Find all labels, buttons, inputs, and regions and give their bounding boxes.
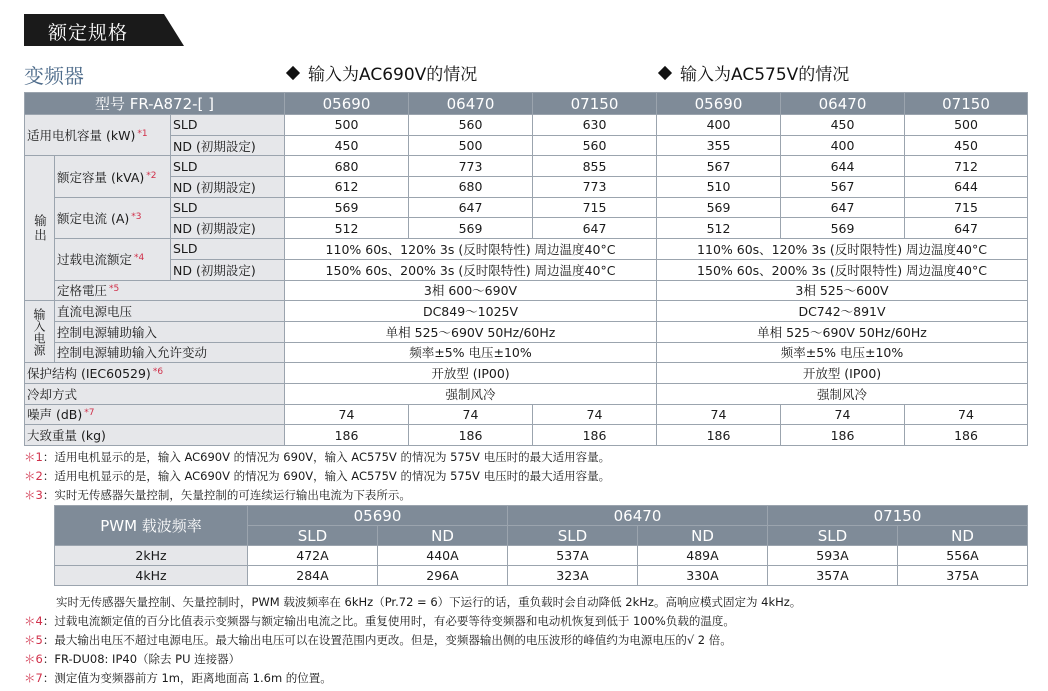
rated-current-label: 额定电流 (A) $^{*3}$ <box>55 197 171 238</box>
table-cell: 569 <box>285 197 409 218</box>
model-header: 05690 <box>248 506 508 526</box>
table-cell: 680 <box>285 156 409 177</box>
table-cell: 489A <box>638 546 768 566</box>
table-cell: 频率±5% 电压±10% <box>657 342 1028 363</box>
cooling-label: 冷却方式 <box>25 383 285 404</box>
table-cell: 569 <box>409 218 533 239</box>
table-row <box>55 546 1028 566</box>
table-cell: 647 <box>905 218 1028 239</box>
footnote-mark: *7 <box>84 408 95 419</box>
table-cell: 569 <box>657 197 781 218</box>
table-cell: 569 <box>781 218 905 239</box>
pwm-label: PWM 载波频率 <box>55 506 248 546</box>
footnote-text: ：FR-DU08: IP40（除去 PU 连接器） <box>42 652 241 666</box>
table-cell: 186 <box>285 425 409 446</box>
table-cell: 74 <box>781 404 905 425</box>
table-cell: 开放型 (IP00) <box>657 363 1028 384</box>
dc-voltage-label: 直流电源电压 <box>55 301 285 322</box>
model-header: 06470 <box>508 506 768 526</box>
table-cell: 强制风冷 <box>285 383 657 404</box>
model-header: 05690 <box>285 93 409 115</box>
footnote-mark: ＊6 <box>24 652 43 666</box>
footnote-text: ：实时无传感器矢量控制，矢量控制的可连续运行输出电流为下表所示。 <box>42 488 411 502</box>
table-cell: 440A <box>378 546 508 566</box>
overload-label: 过载电流额定 $^{*4}$ <box>55 239 171 280</box>
footnote-mark: ＊7 <box>24 671 43 685</box>
subtitle: 变频器 <box>24 64 84 88</box>
table-cell: 单相 525～690V 50Hz/60Hz <box>285 321 657 342</box>
ctrl-aux-var-label: 控制电源辅助输入允许变动 <box>55 342 285 363</box>
table-cell: 593A <box>768 546 898 566</box>
footnote-text: ：适用电机显示的是，输入 AC690V 的情况为 690V，输入 AC575V 的情况为 575V 电压时的最大适用容量。 <box>42 469 611 483</box>
table-cell: 74 <box>285 404 409 425</box>
footnote <box>24 670 332 686</box>
section-banner <box>24 14 184 46</box>
footnote-text: ：适用电机显示的是，输入 AC690V 的情况为 690V，输入 AC575V 的情况为 575V 电压时的最大适用容量。 <box>42 450 611 464</box>
table-row <box>55 566 1028 586</box>
footnote <box>24 468 610 484</box>
protection-label: 保护结构 (IEC60529) $^{*6}$ <box>25 363 285 384</box>
sld-label: SLD <box>171 197 285 218</box>
weight-label: 大致重量 (kg) <box>25 425 285 446</box>
sld-label: SLD <box>171 156 285 177</box>
table-cell: 560 <box>409 115 533 136</box>
table-cell: 355 <box>657 135 781 156</box>
duty-header: ND <box>898 526 1028 546</box>
table-cell: 3相 600～690V <box>285 280 657 301</box>
nd-label: ND (初期設定) <box>171 218 285 239</box>
table-cell: 512 <box>657 218 781 239</box>
table-cell: 773 <box>409 156 533 177</box>
footnote <box>24 613 735 629</box>
table-cell: 150% 60s、200% 3s (反时限特性) 周边温度40°C <box>657 259 1028 280</box>
footnote <box>24 651 240 667</box>
output-group-label: 输出 <box>25 156 55 301</box>
table-cell: 74 <box>905 404 1028 425</box>
footnote-mark: *5 <box>109 284 120 295</box>
footnote-mark: *1 <box>137 129 148 140</box>
footnote-mark: ＊3 <box>24 488 43 502</box>
model-header: 06470 <box>781 93 905 115</box>
footnote-mark: *2 <box>146 170 157 181</box>
table-cell: 630 <box>533 115 657 136</box>
table-cell: 74 <box>409 404 533 425</box>
table-cell: 186 <box>533 425 657 446</box>
model-label: 型号 FR-A872-[ ] <box>25 93 285 115</box>
table-cell: 510 <box>657 177 781 198</box>
table-cell: 284A <box>248 566 378 586</box>
duty-header: ND <box>378 526 508 546</box>
table-cell: 110% 60s、120% 3s (反时限特性) 周边温度40°C <box>657 239 1028 260</box>
table-cell: 567 <box>781 177 905 198</box>
table-cell: 712 <box>905 156 1028 177</box>
table-cell: 296A <box>378 566 508 586</box>
table-cell: 500 <box>409 135 533 156</box>
model-header: 07150 <box>768 506 1028 526</box>
footnote-mark: ＊2 <box>24 469 43 483</box>
table-cell: 186 <box>905 425 1028 446</box>
sld-label: SLD <box>171 115 285 136</box>
table-cell: 560 <box>533 135 657 156</box>
footnote-mark: *4 <box>134 253 145 264</box>
table-cell: 450 <box>905 135 1028 156</box>
sld-label: SLD <box>171 239 285 260</box>
footnote-text: ：最大输出电压不超过电源电压。最大输出电压可以在设置范围内更改。但是，变频器输出侧的电压波形的峰值约为电源电压的√ 2 倍。 <box>42 633 732 647</box>
freq-label: 2kHz <box>55 546 248 566</box>
table-cell: 186 <box>781 425 905 446</box>
table-cell: 715 <box>905 197 1028 218</box>
table-cell: 单相 525～690V 50Hz/60Hz <box>657 321 1028 342</box>
table-cell: 500 <box>285 115 409 136</box>
table-cell: 644 <box>905 177 1028 198</box>
footnote-mark: *3 <box>131 211 142 222</box>
table-cell: 357A <box>768 566 898 586</box>
footnote-mark: ＊5 <box>24 633 43 647</box>
footnote-text: ：过载电流额定值的百分比值表示变频器与额定输出电流之比。重复使用时，有必要等待变频器和电动机恢复到低于 100%负载的温度。 <box>42 614 735 628</box>
duty-header: SLD <box>248 526 378 546</box>
table-cell: 647 <box>533 218 657 239</box>
pwm-table <box>54 505 1028 586</box>
table-cell: 400 <box>657 115 781 136</box>
nd-label: ND (初期設定) <box>171 177 285 198</box>
table-cell: 647 <box>781 197 905 218</box>
table-cell: 450 <box>781 115 905 136</box>
table-cell: 频率±5% 电压±10% <box>285 342 657 363</box>
table-cell: 680 <box>409 177 533 198</box>
footnote <box>24 449 610 465</box>
table-cell: 186 <box>409 425 533 446</box>
table-cell: 强制风冷 <box>657 383 1028 404</box>
table-cell: 500 <box>905 115 1028 136</box>
table-cell: 开放型 (IP00) <box>285 363 657 384</box>
model-header: 07150 <box>533 93 657 115</box>
banner-title: 额定规格 <box>48 22 129 44</box>
table-cell: 855 <box>533 156 657 177</box>
table-cell: 773 <box>533 177 657 198</box>
model-header: 06470 <box>409 93 533 115</box>
footnote <box>24 487 411 503</box>
duty-header: ND <box>638 526 768 546</box>
table-cell: DC849～1025V <box>285 301 657 322</box>
diamond-bullet-icon <box>286 66 300 80</box>
rated-voltage-label: 定格電圧 $^{*5}$ <box>55 280 285 301</box>
table-cell: DC742～891V <box>657 301 1028 322</box>
motor-capacity-label: 适用电机容量 (kW) $^{*1}$ <box>25 115 171 156</box>
rated-capacity-label: 额定容量 (kVA) $^{*2}$ <box>55 156 171 197</box>
ctrl-aux-label: 控制电源辅助输入 <box>55 321 285 342</box>
table-cell: 330A <box>638 566 768 586</box>
section-left-label: 输入为AC690V的情况 <box>308 65 478 85</box>
table-cell: 74 <box>533 404 657 425</box>
diamond-bullet-icon <box>658 66 672 80</box>
noise-label: 噪声 (dB) $^{*7}$ <box>25 404 285 425</box>
pwm-note: 实时无传感器矢量控制、矢量控制时，PWM 载波频率在 6kHz（Pr.72 = 6）下运行的话，重负载时会自动降低 2kHz。高响应模式固定为 4kHz。 <box>56 595 802 609</box>
table-cell: 537A <box>508 546 638 566</box>
table-cell: 644 <box>781 156 905 177</box>
footnote <box>24 632 732 648</box>
table-cell: 186 <box>657 425 781 446</box>
table-cell: 567 <box>657 156 781 177</box>
table-cell: 110% 60s、120% 3s (反时限特性) 周边温度40°C <box>285 239 657 260</box>
table-cell: 323A <box>508 566 638 586</box>
footnote-mark: ＊1 <box>24 450 43 464</box>
section-right-label: 输入为AC575V的情况 <box>680 65 850 85</box>
table-cell: 450 <box>285 135 409 156</box>
section-left-heading <box>288 60 477 85</box>
table-cell: 375A <box>898 566 1028 586</box>
table-cell: 512 <box>285 218 409 239</box>
freq-label: 4kHz <box>55 566 248 586</box>
nd-label: ND (初期設定) <box>171 259 285 280</box>
footnote-text: ：测定值为变频器前方 1m，距离地面高 1.6m 的位置。 <box>42 671 332 685</box>
section-right-heading <box>660 60 849 85</box>
footnote-mark: *6 <box>152 367 164 378</box>
footnote-mark: ＊4 <box>24 614 43 628</box>
table-cell: 74 <box>657 404 781 425</box>
table-cell: 647 <box>409 197 533 218</box>
table-cell: 400 <box>781 135 905 156</box>
table-cell: 612 <box>285 177 409 198</box>
spec-table <box>24 92 1028 446</box>
table-cell: 556A <box>898 546 1028 566</box>
duty-header: SLD <box>508 526 638 546</box>
duty-header: SLD <box>768 526 898 546</box>
model-header: 05690 <box>657 93 781 115</box>
table-cell: 472A <box>248 546 378 566</box>
table-cell: 150% 60s、200% 3s (反时限特性) 周边温度40°C <box>285 259 657 280</box>
input-group-label: 输入电源 <box>25 301 55 363</box>
table-cell: 715 <box>533 197 657 218</box>
model-header: 07150 <box>905 93 1028 115</box>
table-cell: 3相 525～600V <box>657 280 1028 301</box>
nd-label: ND (初期設定) <box>171 135 285 156</box>
